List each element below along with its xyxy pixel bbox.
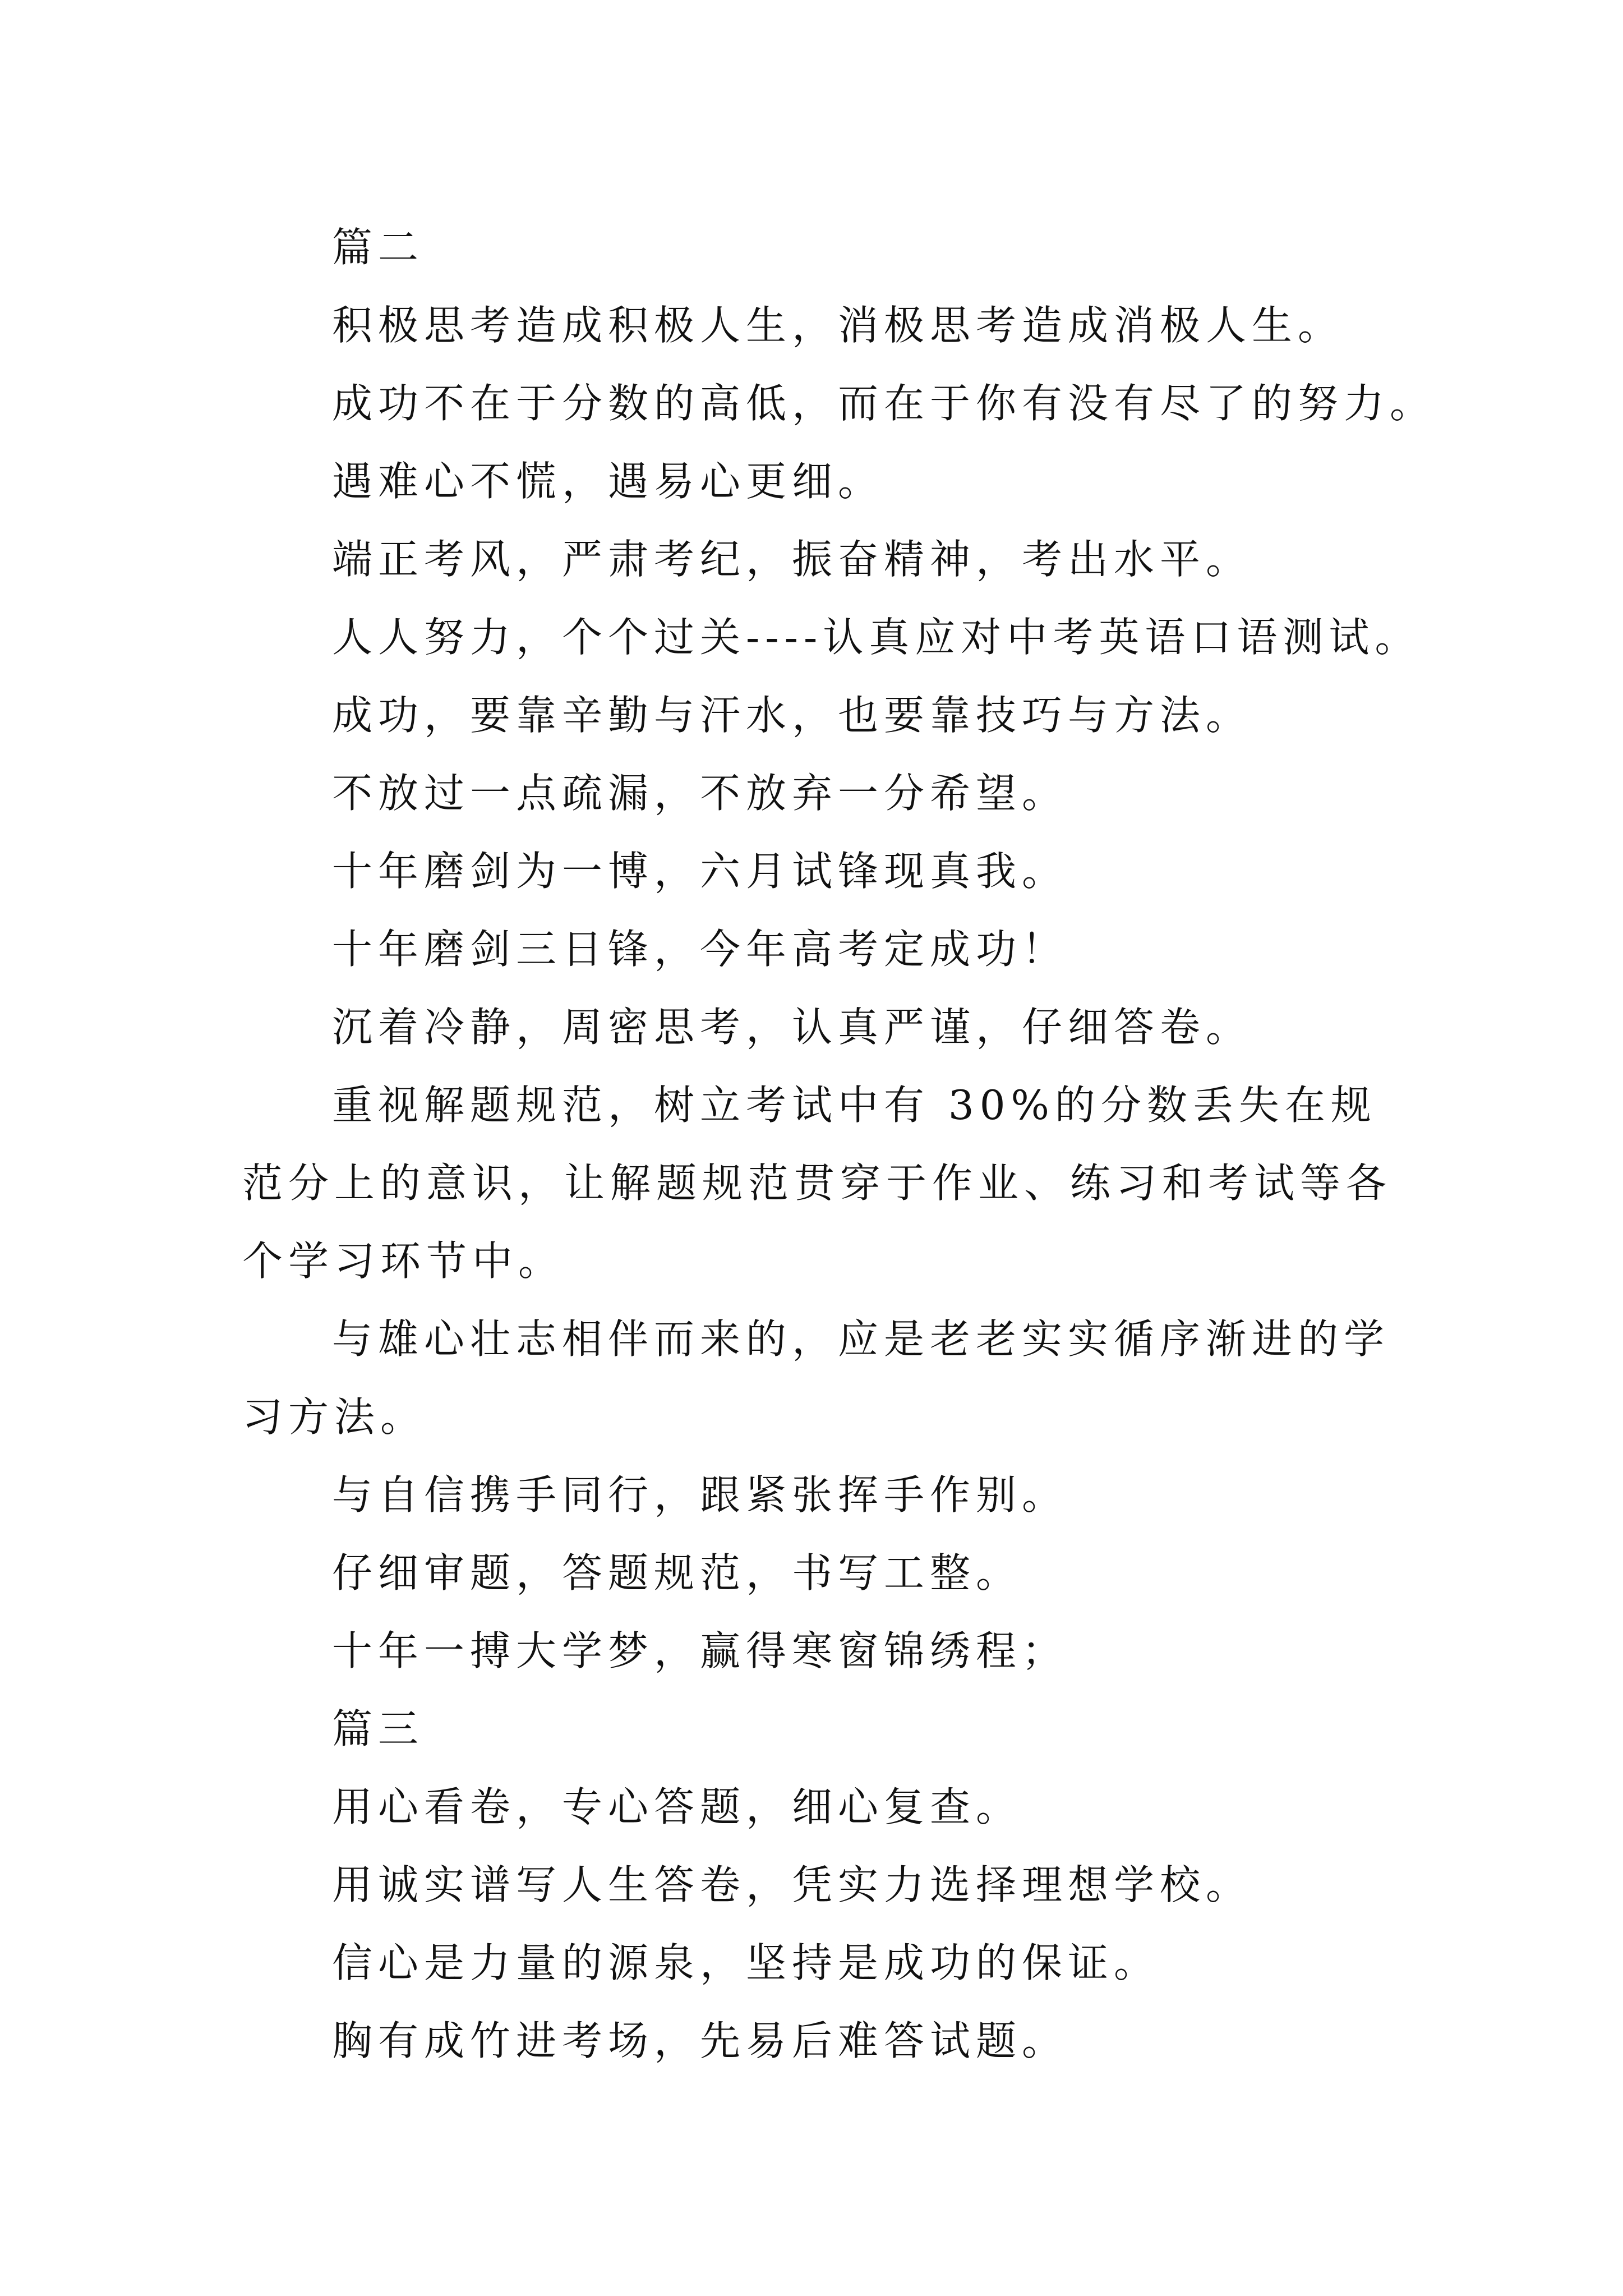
text-line: 胸有成竹进考场，先易后难答试题。	[332, 2017, 1068, 2064]
text-paragraph: 与雄心壮志相伴而来的，应是老老实实循序渐进的学习方法。	[242, 1315, 1390, 1441]
text-line: 端正考风，严肃考纪，振奋精神，考出水平。	[332, 536, 1252, 583]
section-heading: 篇三	[332, 1705, 425, 1752]
section-heading: 篇二	[332, 224, 425, 271]
text-line: 十年磨剑为一博，六月试锋现真我。	[332, 848, 1068, 895]
text-line: 遇难心不慌，遇易心更细。	[332, 458, 884, 505]
text-line: 十年一搏大学梦，赢得寒窗锦绣程；	[332, 1627, 1068, 1674]
text-line: 用心看卷，专心答题，细心复查。	[332, 1783, 1022, 1830]
text-line: 人人努力，个个过关----认真应对中考英语口语测试。	[332, 614, 1421, 661]
document-body	[242, 209, 1436, 2080]
text-line: 成功不在于分数的高低，而在于你有没有尽了的努力。	[332, 380, 1436, 427]
text-line: 仔细审题，答题规范，书写工整。	[332, 1549, 1022, 1596]
text-line: 十年磨剑三日锋，今年高考定成功！	[332, 926, 1068, 973]
text-line: 不放过一点疏漏，不放弃一分希望。	[332, 770, 1068, 817]
text-paragraph: 重视解题规范，树立考试中有 30%的分数丢失在规范分上的意识，让解题规范贯穿于作业、练习和考试等各个学习环节中。	[242, 1082, 1393, 1285]
text-line: 信心是力量的源泉，坚持是成功的保证。	[332, 1939, 1160, 1986]
text-line: 积极思考造成积极人生，消极思考造成消极人生。	[332, 302, 1344, 349]
text-line: 成功，要靠辛勤与汗水，也要靠技巧与方法。	[332, 692, 1252, 739]
text-line: 用诚实谱写人生答卷，凭实力选择理想学校。	[332, 1861, 1252, 1908]
text-line: 与自信携手同行，跟紧张挥手作别。	[332, 1471, 1068, 1519]
text-line: 沉着冷静，周密思考，认真严谨，仔细答卷。	[332, 1004, 1252, 1051]
